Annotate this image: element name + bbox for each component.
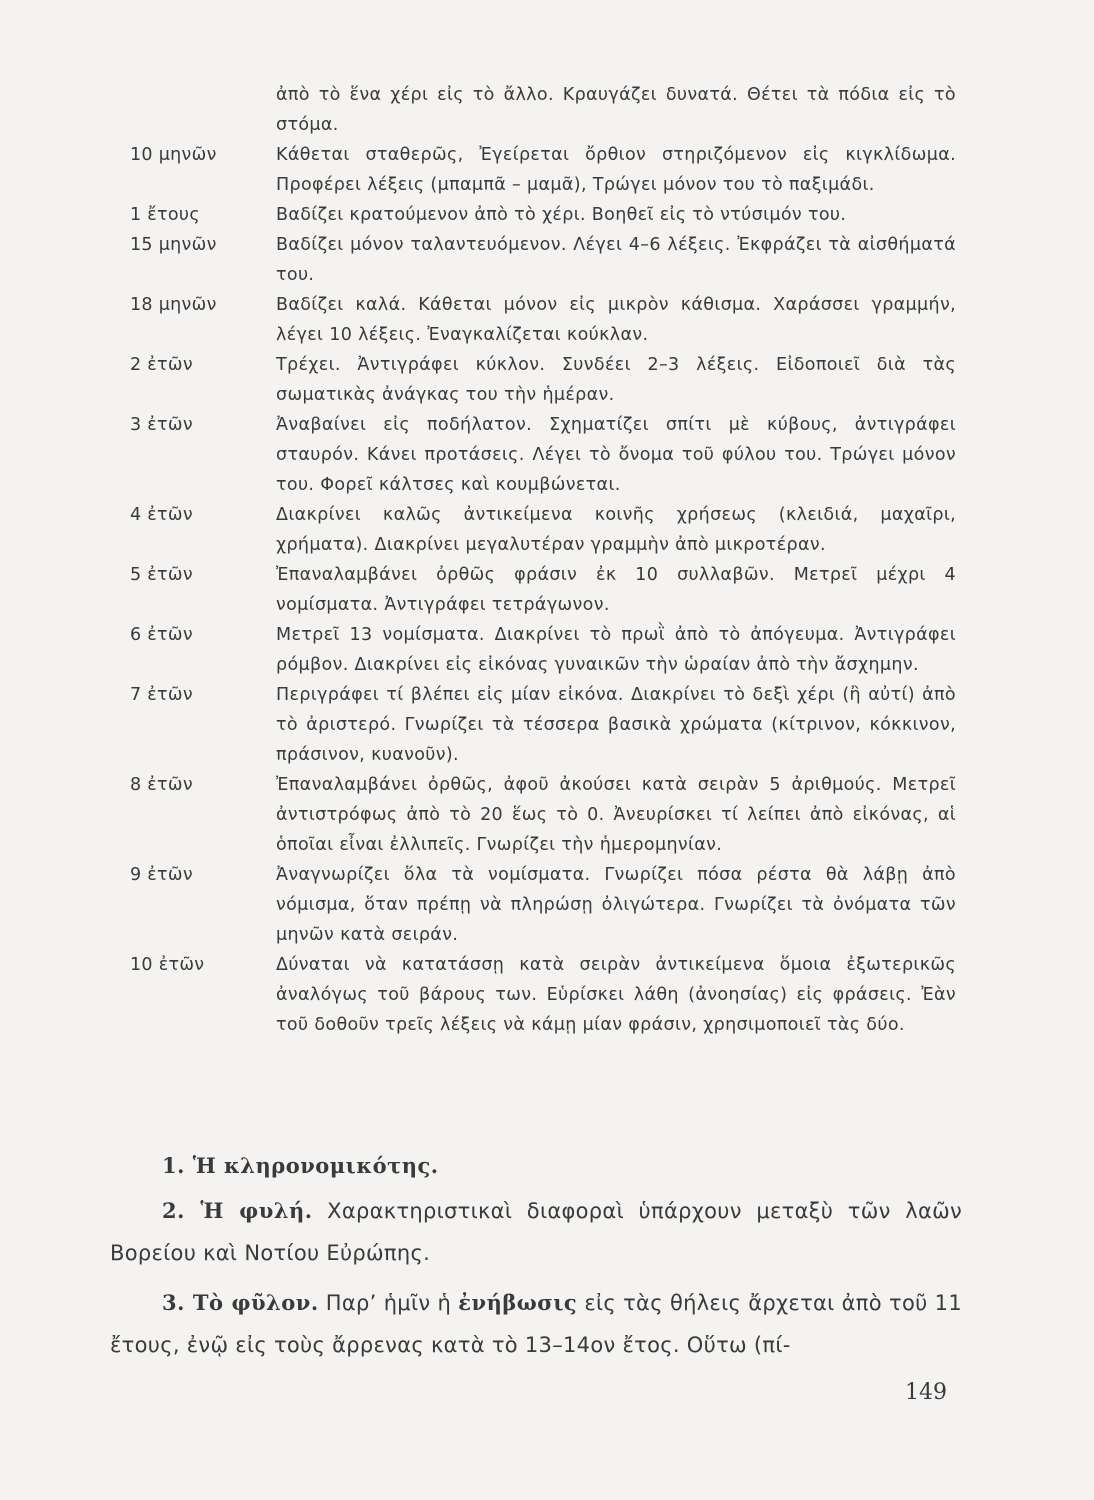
- milestone-text: ἀπὸ τὸ ἕνα χέρι εἰς τὸ ἄλλο. Κραυγάζει δυνατά. Θέτει τὰ πόδια εἰς τὸ στόμα.: [276, 85, 956, 135]
- age-label: 1 ἔτους: [130, 205, 200, 225]
- list-item: [0, 410, 1094, 500]
- age-label: 6 ἐτῶν: [130, 625, 193, 645]
- section-sex: [110, 1282, 962, 1366]
- section-body-start: Παρ’ ἡμῖν ἡ: [318, 1291, 459, 1315]
- section-body: Χαρακτηριστικαὶ διαφοραὶ ὑπάρχουν μεταξὺ τῶν λαῶν Βορείου καὶ Νοτίου Εὐρώπης.: [110, 1199, 963, 1265]
- list-item: [0, 230, 1094, 290]
- bold-term: ἐνήβωσις: [458, 1290, 578, 1315]
- milestone-text: Βαδίζει καλά. Κάθεται μόνον εἰς μικρὸν κάθισμα. Χαράσσει γραμμήν, λέγει 10 λέξεις. Ἐναγκαλίζεται κούκλαν.: [276, 295, 956, 345]
- age-label: 15 μηνῶν: [130, 235, 217, 255]
- list-item: [0, 350, 1094, 410]
- milestone-text: Ἐπαναλαμβάνει ὀρθῶς φράσιν ἐκ 10 συλλαβῶν. Μετρεῖ μέχρι 4 νομίσματα. Ἀντιγράφει τετράγωνον.: [276, 565, 956, 615]
- age-label: 4 ἐτῶν: [130, 505, 193, 525]
- age-label: 10 ἐτῶν: [130, 955, 205, 975]
- list-item: [0, 770, 1094, 860]
- age-label: 10 μηνῶν: [130, 145, 217, 165]
- milestone-text: Ἐπαναλαμβάνει ὀρθῶς, ἀφοῦ ἀκούσει κατὰ σειρὰν 5 ἀριθμούς. Μετρεῖ ἀντιστρόφως ἀπὸ τὸ 20 ἕως τὸ 0. Ἀνευρίσκει τί λείπει ἀπὸ εἰκόνας, αἱ ὁποῖαι εἶναι ἐλλιπεῖς. Γνωρίζει τὴν ἡμερομηνίαν.: [276, 775, 956, 855]
- age-label: 5 ἐτῶν: [130, 565, 193, 585]
- milestone-text: Βαδίζει κρατούμενον ἀπὸ τὸ χέρι. Βοηθεῖ εἰς τὸ ντύσιμόν του.: [276, 205, 847, 225]
- milestone-text: Περιγράφει τί βλέπει εἰς μίαν εἰκόνα. Διακρίνει τὸ δεξὶ χέρι (ἢ αὐτί) ἀπὸ τὸ ἀριστερό. Γνωρίζει τὰ τέσσερα βασικὰ χρώματα (κίτρινον, κόκκινον, πράσινον, κυανοῦν).: [276, 685, 956, 765]
- list-item: [0, 290, 1094, 350]
- list-item: [0, 80, 1094, 140]
- milestone-text: Τρέχει. Ἀντιγράφει κύκλον. Συνδέει 2–3 λέξεις. Εἰδοποιεῖ διὰ τὰς σωματικὰς ἀνάγκας του τὴν ἡμέραν.: [276, 355, 956, 405]
- section-heading: 2. Ἡ φυλή.: [162, 1198, 313, 1223]
- list-item: [0, 140, 1094, 200]
- list-item: [0, 560, 1094, 620]
- milestone-text: Ἀναγνωρίζει ὅλα τὰ νομίσματα. Γνωρίζει πόσα ρέστα θὰ λάβῃ ἀπὸ νόμισμα, ὅταν πρέπῃ νὰ πληρώσῃ ὀλιγώτερα. Γνωρίζει τὰ ὀνόματα τῶν μηνῶν κατὰ σειράν.: [276, 865, 956, 945]
- section-heading: 3. Τὸ φῦλον.: [162, 1290, 319, 1315]
- age-label: 3 ἐτῶν: [130, 415, 193, 435]
- list-item: [0, 200, 1094, 230]
- section-race: [110, 1190, 962, 1274]
- age-label: 7 ἐτῶν: [130, 685, 193, 705]
- list-item: [0, 620, 1094, 680]
- milestone-text: Βαδίζει μόνον ταλαντευόμενον. Λέγει 4–6 λέξεις. Ἐκφράζει τὰ αἰσθήματά του.: [276, 235, 956, 285]
- list-item: [0, 860, 1094, 950]
- milestone-text: Ἀναβαίνει εἰς ποδήλατον. Σχηματίζει σπίτι μὲ κύβους, ἀντιγράφει σταυρόν. Κάνει προτάσεις. Λέγει τὸ ὄνομα τοῦ φύλου του. Τρώγει μόνον του. Φορεῖ κάλτσες καὶ κουμβώνεται.: [276, 415, 956, 495]
- list-item: [0, 950, 1094, 1040]
- milestone-text: Κάθεται σταθερῶς, Ἐγείρεται ὄρθιον στηριζόμενον εἰς κιγκλίδωμα. Προφέρει λέξεις (μπαμπᾶ – μαμᾶ), Τρώγει μόνον του τὸ παξιμάδι.: [276, 145, 956, 195]
- milestone-text: Δύναται νὰ κατατάσσῃ κατὰ σειρὰν ἀντικείμενα ὅμοια ἐξωτερικῶς ἀναλόγως τοῦ βάρους των. Εὑρίσκει λάθη (ἀνοησίας) εἰς φράσεις. Ἐὰν τοῦ δοθοῦν τρεῖς λέξεις νὰ κάμῃ μίαν φράσιν, χρησιμοποιεῖ τὰς δύο.: [276, 955, 956, 1035]
- page-number: 149: [905, 1380, 947, 1405]
- age-label: 8 ἐτῶν: [130, 775, 193, 795]
- age-label: 2 ἐτῶν: [130, 355, 193, 375]
- section-heading: 1. Ἡ κληρονομικότης.: [162, 1153, 439, 1178]
- milestone-text: Διακρίνει καλῶς ἀντικείμενα κοινῆς χρήσεως (κλειδιά, μαχαῖρι, χρήματα). Διακρίνει μεγαλυτέραν γραμμὴν ἀπὸ μικροτέραν.: [276, 505, 956, 555]
- list-item: [0, 680, 1094, 770]
- list-item: [0, 500, 1094, 560]
- age-label: 18 μηνῶν: [130, 295, 217, 315]
- milestone-list: [0, 80, 1094, 1040]
- milestone-text: Μετρεῖ 13 νομίσματα. Διακρίνει τὸ πρωῒ ἀπὸ τὸ ἀπόγευμα. Ἀντιγράφει ρόμβον. Διακρίνει εἰς εἰκόνας γυναικῶν τὴν ὡραίαν ἀπὸ τὴν ἄσχημην.: [276, 625, 956, 675]
- section-body: εἰς τὰς θήλεις ἄρχεται ἀπὸ τοῦ 11 ἔτους, ἐνῷ εἰς τοὺς ἄρρενας κατὰ τὸ 13–14ον ἔτος. Οὕτω (πί-: [110, 1291, 962, 1357]
- age-label: 9 ἐτῶν: [130, 865, 193, 885]
- section-heredity: [162, 1145, 962, 1187]
